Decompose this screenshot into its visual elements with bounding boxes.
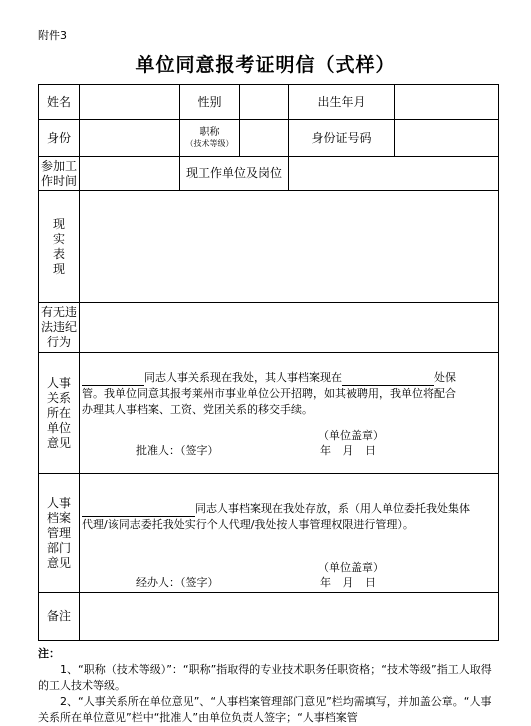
blank-archive-location-line[interactable] (342, 374, 434, 386)
title-field[interactable] (240, 120, 289, 157)
label-birth: 出生年月 (289, 85, 395, 120)
birth-field[interactable] (395, 85, 499, 120)
notes-section (38, 646, 498, 726)
label-identity: 身份 (39, 120, 80, 157)
label-title: 职称 （技术等级） (180, 120, 240, 157)
hr-seal-label: （单位盖章） (318, 429, 384, 442)
note-item-1: 1、“职称（技术等级）”：“职称”指取得的专业技术职务任职资格；“技术等级”指工人取得的工人技术等级。 (38, 663, 492, 692)
label-gender: 性别 (180, 85, 240, 120)
label-archive-opinion: 人事 档案 管理 部门 意见 (39, 474, 80, 593)
notes-heading: 注： (38, 647, 60, 660)
archive-opinion-text: 同志人事档案现在我处存放，系（用人单位委托我处集体 代理/该同志委托我处实行个人代理/我处按人事管理权限进行管理）。 (82, 502, 470, 531)
archive-seal-label: （单位盖章） (318, 561, 384, 574)
page-title: 单位同意报考证明信（式样） (135, 54, 396, 76)
name-field[interactable] (80, 85, 180, 120)
id-number-field[interactable] (395, 120, 499, 157)
label-performance: 现 实 表 现 (39, 191, 80, 303)
attachment-label: 附件3 (38, 29, 67, 42)
hr-opinion-text: 同志人事关系现在我处，其人事档案现在 处保 管。我单位同意其报考莱州市事业单位公开招聘，如其被聘用，我单位将配合 办理其人事档案、工资、党团关系的移交手续。 (82, 371, 456, 416)
violation-field[interactable] (80, 303, 499, 353)
current-unit-field[interactable] (289, 157, 499, 191)
hr-date-label: 年 月 日 (320, 444, 376, 457)
label-id-number: 身份证号码 (289, 120, 395, 157)
identity-field[interactable] (80, 120, 180, 157)
hr-approver-signature: 批准人：（签字） (136, 444, 219, 457)
gender-field[interactable] (240, 85, 289, 120)
remarks-field[interactable] (80, 593, 499, 641)
label-current-unit: 现工作单位及岗位 (180, 157, 289, 191)
note-item-2: 2、“人事关系所在单位意见”、“人事档案管理部门意见”栏均需填写，并加盖公章。“人事关系所在单位意见”栏中“批准人”由单位负责人签字；“人事档案管 (38, 695, 492, 724)
performance-field[interactable] (80, 191, 499, 303)
label-work-start: 参加工 作时间 (39, 157, 80, 191)
blank-name-line[interactable] (82, 374, 144, 386)
archive-handler-signature: 经办人：（签字） (136, 576, 219, 589)
blank-archive-name-line[interactable] (82, 505, 195, 517)
label-remarks: 备注 (39, 593, 80, 641)
label-hr-unit-opinion: 人事 关系 所在 单位 意见 (39, 353, 80, 474)
label-violation: 有无违 法违纪 行为 (39, 303, 80, 353)
work-start-field[interactable] (80, 157, 180, 191)
archive-date-label: 年 月 日 (320, 576, 376, 589)
certificate-form-table (38, 84, 499, 641)
label-name: 姓名 (39, 85, 80, 120)
